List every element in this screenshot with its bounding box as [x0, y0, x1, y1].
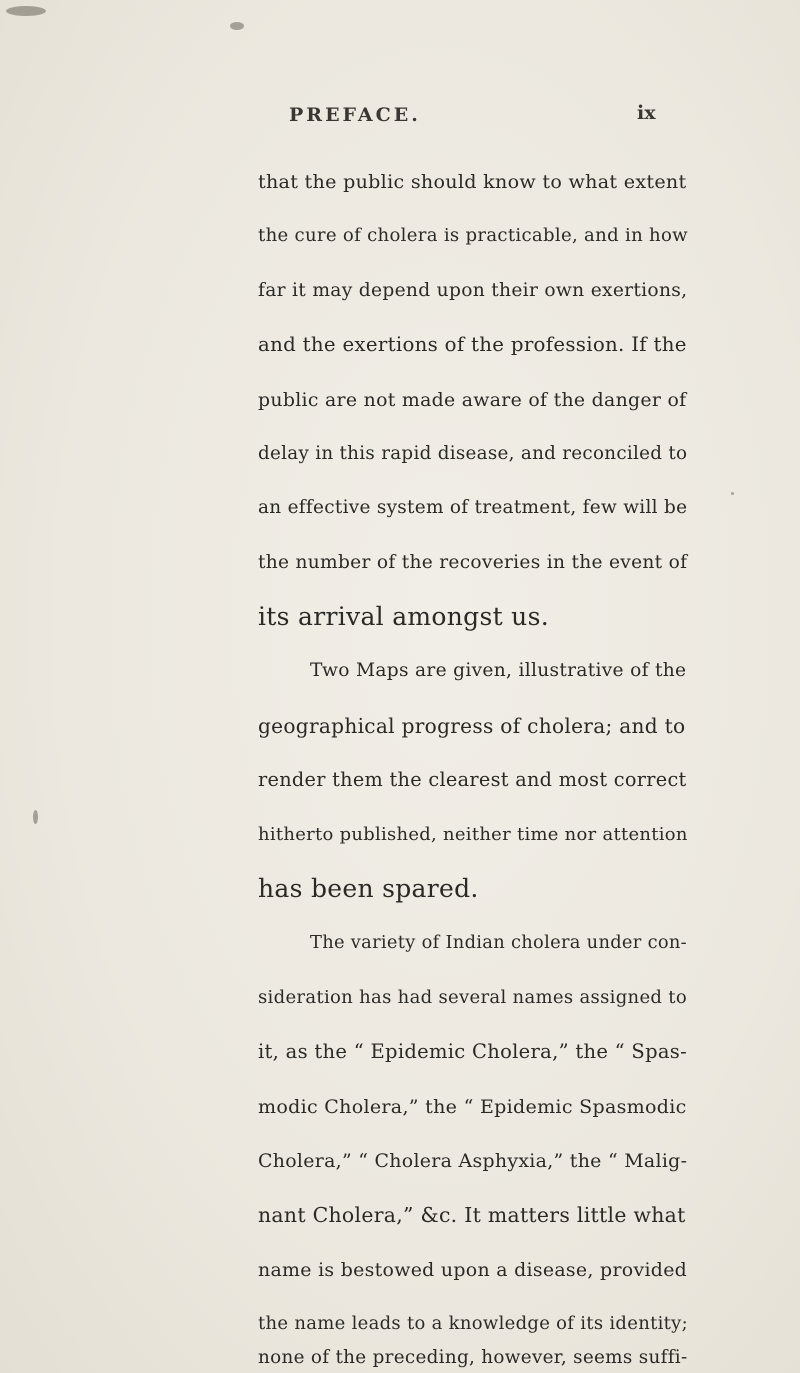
text-line: its arrival amongst us.: [258, 602, 549, 631]
running-head: PREFACE.: [289, 104, 421, 126]
text-line: the number of the recoveries in the event of: [258, 552, 688, 573]
page-number: ix: [637, 102, 656, 124]
paragraph-first-line: Two Maps are given, illustrative of the: [310, 660, 687, 681]
text-line: the name leads to a knowledge of its identity;: [258, 1313, 688, 1334]
text-line: Cholera,” “ Cholera Asphyxia,” the “ Malig-: [258, 1150, 688, 1172]
paragraph-first-line: The variety of Indian cholera under con-: [310, 932, 687, 953]
text-line: that the public should know to what extent: [258, 170, 687, 193]
text-line: modic Cholera,” the “ Epidemic Spasmodic: [258, 1096, 687, 1118]
text-line: an effective system of treatment, few will be: [258, 497, 688, 518]
text-line: far it may depend upon their own exertions,: [258, 280, 688, 301]
text-line: sideration has had several names assigned to: [258, 987, 687, 1008]
text-line: public are not made aware of the danger of: [258, 389, 687, 411]
text-line: hitherto published, neither time nor attention: [258, 824, 688, 845]
text-line: name is bestowed upon a disease, provided: [258, 1259, 688, 1281]
text-line: the cure of cholera is practicable, and in how: [258, 225, 688, 246]
text-line: nant Cholera,” &c. It matters little what: [258, 1203, 686, 1227]
text-line: delay in this rapid disease, and reconciled to: [258, 443, 688, 464]
text-line: render them the clearest and most correct: [258, 768, 687, 791]
text-line: it, as the “ Epidemic Cholera,” the “ Spas-: [258, 1040, 687, 1063]
text-line: none of the preceding, however, seems suffi-: [258, 1347, 688, 1368]
text-line: geographical progress of cholera; and to: [258, 714, 686, 738]
text-line: and the exertions of the profession. If the: [258, 333, 687, 356]
text-line: has been spared.: [258, 874, 479, 903]
